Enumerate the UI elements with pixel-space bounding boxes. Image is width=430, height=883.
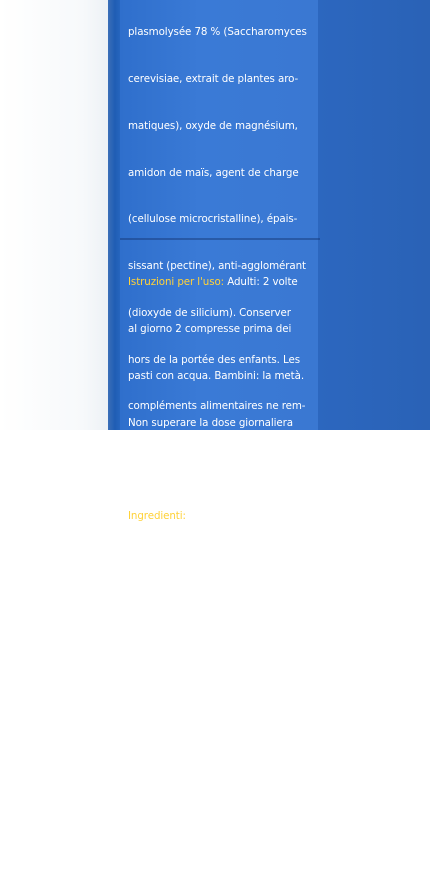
ingredients-line: tiche), ossido di magnesio, amido (128, 650, 299, 663)
usage-line: raccomandata. (128, 463, 205, 476)
box-side-panel (318, 0, 430, 430)
usage-line: al giorno 2 compresse prima dei (128, 322, 292, 335)
ingredients-text: Lievito vegetale (185, 510, 270, 523)
french-line: sissant (pectine), anti-agglomérant (128, 260, 306, 273)
ingredients-line: plasmolisato 78 % (Saccharomyces (128, 556, 308, 569)
french-line: hors de la portée des enfants. Les (128, 353, 300, 366)
french-line: plasmolysée 78 % (Saccharomyces (128, 26, 307, 39)
french-line: à 25 °C et dans l'emballage original. (128, 587, 313, 600)
french-line: et équilibrée et un mode de vie sain. (128, 494, 314, 506)
usage-line: pasti con acqua. Bambini: la metà. (128, 369, 304, 382)
french-line: A conserver à température inférieure (128, 540, 317, 553)
ingredients-line: (diossido di silicio). Tenere fuori (128, 837, 287, 850)
french-line: placent pas une alimentation variée (128, 447, 311, 460)
french-line: (dioxyde de silicium). Conserver (128, 306, 291, 319)
ingredients-heading: Ingredienti: (128, 510, 186, 523)
italian-text-block (128, 244, 312, 883)
ingredients-line (128, 509, 312, 525)
french-line: A consommer de préférence avant la (128, 634, 316, 647)
french-line: compléments alimentaires ne rem- (128, 400, 306, 413)
ingredients-line: cerevisiae, estratto di piante aroma- (128, 603, 313, 616)
french-line: cerevisiae, extrait de plantes aro- (128, 72, 299, 85)
ingredients-line: sa microcristallina), addensante (128, 744, 290, 756)
french-line: fin de: voir au fond. (128, 681, 227, 694)
usage-line (128, 275, 312, 291)
ingredients-line: (pectina), antiagglomerante (128, 790, 271, 803)
french-line: matiques), oxyde de magnésium, (128, 119, 298, 132)
ingredients-line: di mais, agente di carica (cellulo- (128, 697, 296, 710)
usage-line: Non superare la dose giornaliera (128, 416, 293, 429)
french-line: (cellulose microcristalline), épais- (128, 213, 298, 226)
french-line: amidon de maïs, agent de charge (128, 166, 299, 179)
background (0, 0, 118, 430)
usage-heading: Istruzioni per l'uso: (128, 276, 225, 289)
usage-text: Adulti: 2 volte (224, 276, 298, 289)
